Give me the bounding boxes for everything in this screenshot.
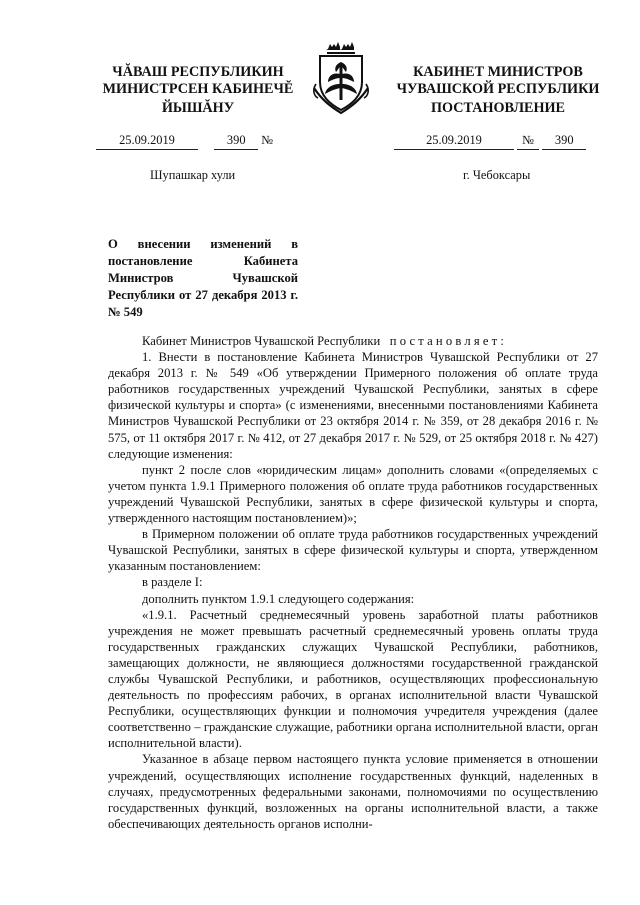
body-intro: [108, 333, 598, 349]
body-paragraph: дополнить пунктом 1.9.1 следующего содержания:: [142, 591, 415, 606]
date-left: 25.09.2019: [96, 133, 198, 150]
doc-type-chuvash: ЙЫШĂНУ: [161, 100, 235, 116]
number-left: 390: [214, 133, 258, 150]
document-body: [108, 333, 598, 832]
place-chuvash: Шупашкар хули: [150, 168, 236, 182]
number-sign-right: №: [517, 133, 539, 150]
intro-lead: Кабинет Министров Чувашской Республики: [142, 334, 381, 348]
issuer-russian-line2: ЧУВАШСКОЙ РЕСПУБЛИКИ: [396, 81, 600, 97]
place-russian: г. Чебоксары: [463, 168, 531, 182]
body-paragraph: 1. Внести в постановление Кабинета Министров Чувашской Республики от 27 декабря 2013 г. № 549 «Об утверждении Примерного положения об оплате труда работников государственных учреждений Чувашской Республики, занятых в сфере физической культуры и спорта» (с изменениями, внесенными постановлениями Кабинета Министров Чувашской Республики от 23 октября 2014 г. № 359, от 28 декабря 2016 г. № 575, от 11 октября 2017 г. № 412, от 27 декабря 2017 г. № 529, от 25 октября 2018 г. № 427) следующие изменения:: [108, 350, 598, 461]
issuer-russian: [378, 64, 618, 98]
number-sign-left: №: [261, 133, 274, 147]
intro-verb: постановляет:: [389, 334, 508, 348]
body-paragraph: пункт 2 после слов «юридическим лицам» дополнить словами «(определяемых с учетом пункта 1.9.1 Примерного положения об оплате труда работников государственных учреждений Чувашской Республики, занятых в сфере физической культуры и спорта, утвержденного настоящим постановлением)»;: [108, 462, 598, 526]
issuer-russian-line1: КАБИНЕТ МИНИСТРОВ: [413, 64, 583, 80]
issuer-chuvash-line1: ЧĂВАШ РЕСПУБЛИКИН: [112, 64, 284, 80]
issuer-chuvash: [88, 64, 308, 98]
date-right: 25.09.2019: [394, 133, 514, 150]
date-number-left: [96, 133, 273, 150]
coat-of-arms-icon: [308, 40, 374, 116]
number-right: 390: [542, 133, 586, 150]
body-paragraph: в разделе I:: [142, 575, 203, 590]
document-subject: О внесении изменений в постановление Кабинета Министров Чувашской Республики от 27 декабря 2013 г. № 549: [108, 237, 298, 319]
body-paragraph: Указанное в абзаце первом настоящего пункта условие применяется в отношении учреждений, осуществляющих исполнение государственных функций, наделенных в случаях, предусмотренных федеральными законами, полномочиями по осуществлению государственных функций, возложенных на органы исполнительной власти, а также обеспечивающих деятельность органов исполни-: [108, 752, 598, 831]
issuer-chuvash-line2: МИНИСТРСЕН КАБИНЕЧĔ: [102, 81, 294, 97]
doc-type-russian: ПОСТАНОВЛЕНИЕ: [430, 100, 566, 116]
date-number-right: [394, 133, 586, 150]
body-paragraph: в Примерном положении об оплате труда работников государственных учреждений Чувашской Республики, занятых в сфере физической культуры и спорта, утвержденном указанным постановлением:: [108, 527, 598, 574]
body-paragraph: «1.9.1. Расчетный среднемесячный уровень заработной платы работников учреждения не может превышать расчетный среднемесячный уровень оплаты труда государственных гражданских служащих Чувашской Республики, работников, замещающих должности, не являющиеся должностями государственной гражданской службы Чувашской Республики, и работников, осуществляющих профессиональную деятельность по профессиям рабочих, в органах исполнительной власти Чувашской Республики, осуществляющих функции и полномочия учредителя учреждения (далее соответственно – гражданские служащие, работники органа исполнительной власти, орган исполнительной власти).: [108, 607, 598, 751]
